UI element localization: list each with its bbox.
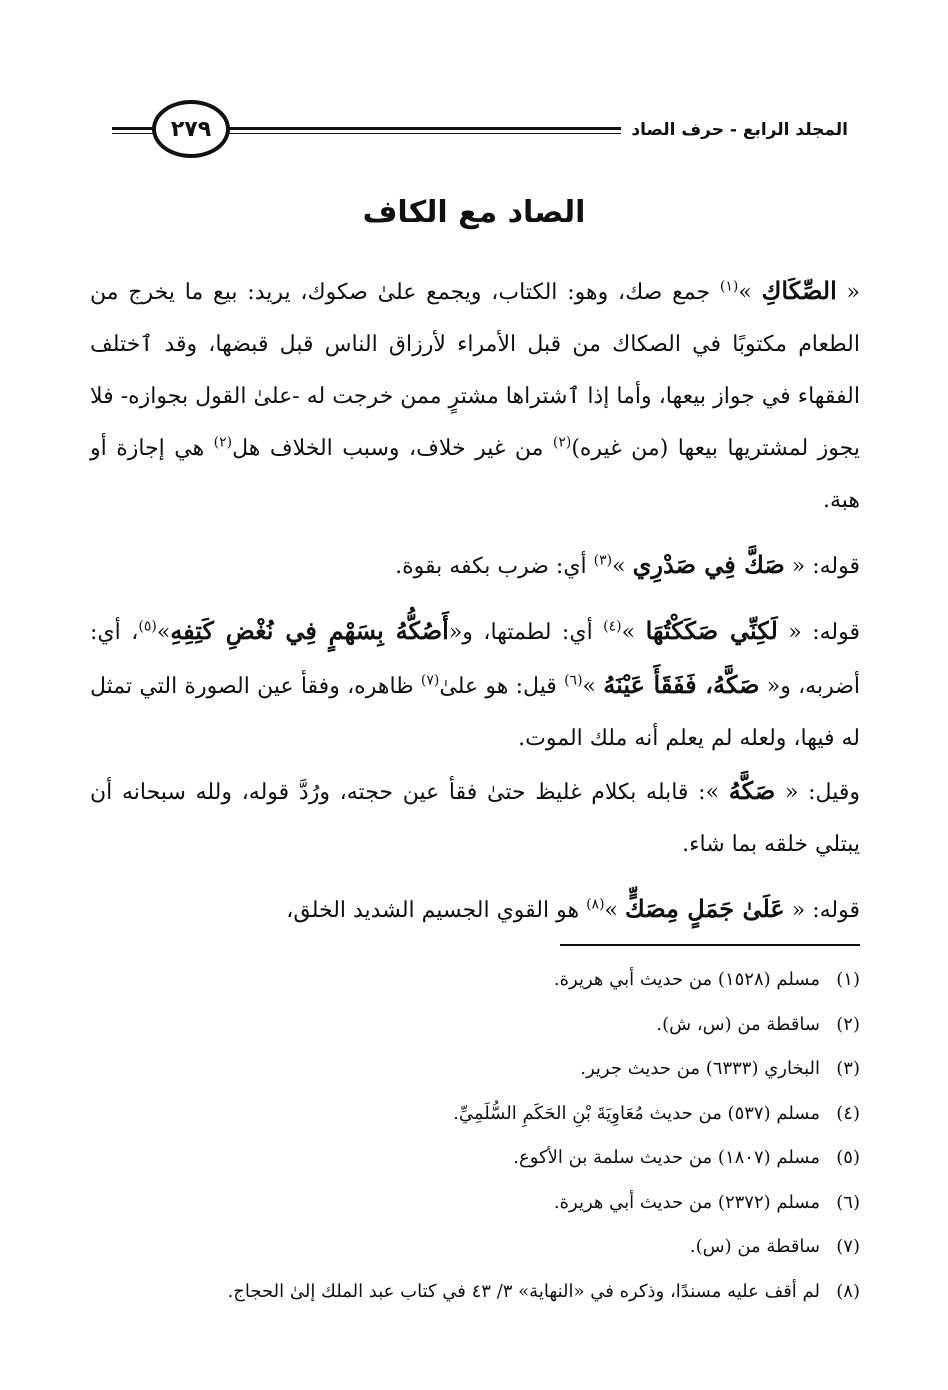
footnote-text: مسلم (١٥٢٨) من حديث أبي هريرة. [553,969,820,990]
footnote-number: (٤) [836,1102,860,1124]
footnote [90,1003,860,1048]
headword: صَكَّهُ [728,776,776,805]
footnote-text: ساقطة من (س). [689,1236,820,1257]
paragraph-3 [90,605,860,871]
footnote-text: مسلم (١٨٠٧) من حديث سلمة بن الأكوع. [513,1147,820,1168]
headword: أَصُكُّهُ بِسَهْمٍ فِي نُغْضِ كَتِفِهِ [170,616,449,645]
paragraph-text: هو القوي الجسيم الشديد الخلق، [286,898,587,923]
quote-close: » [156,620,171,645]
footnote-ref: (٨) [586,896,605,913]
footnotes [90,958,860,1314]
paragraph-text: هي إجازة أو هبة. [90,436,860,513]
footnote-number: (٢) [836,1013,860,1035]
footnote-text: لم أقف عليه مسندًا، وذكره في «النهاية» ٣/ ٤٣ في كتاب عبد الملك إلىٰ الحجاج. [227,1280,820,1302]
page-number: ٢٧٩ [152,100,230,158]
footnote-ref: (٤) [603,618,622,635]
footnote-ref: (٦) [564,672,583,689]
footnote-text: مسلم (٥٣٧) من حديث مُعَاوِيَةَ بْنِ الحَكَمِ السُّلَمِيِّ. [453,1102,820,1124]
paragraph-2 [90,539,860,593]
lead-text: وقيل: « [775,780,860,805]
footnote-text: البخاري (٦٣٣٣) من حديث جرير. [580,1058,820,1079]
quote-close: » [738,280,762,305]
footnote-ref: (٥) [138,618,157,635]
footnote [90,1181,860,1226]
footnote-ref: (١) [719,278,739,295]
paragraph-text: ، أي: أضربه، و« [90,620,861,699]
lead-text: قوله: « [784,554,860,579]
quote-close: » [582,674,604,699]
quote-close: » [705,780,729,805]
footnote-ref: (٢) [552,434,572,451]
paragraph-text: من غير خلاف، وسبب الخلاف هل [232,436,553,461]
headword: صَكَّ فِي صَدْرِي [632,550,785,579]
chapter-title: الصاد مع الكاف [362,195,586,230]
paragraph-text: جمع صك، وهو: الكتاب، ويجمع علىٰ صكوك، يريد: بيع ما يخرج من الطعام مكتوبًا في الصكاك من قبل الأمراء لأرزاق الناس قبل قبضها، وقد ٱختلف الفقهاء في جواز بيعها، وأما إذا ٱشتراها مشترٍ ممن خرجت له -علىٰ القول بجوازه- فلا يجوز لمشتريها بيعها (من غيره) [90,280,860,461]
footnote [90,1092,860,1137]
running-title: المجلد الرابع - حرف الصاد [621,115,848,145]
paragraph-text: : قابله بكلام غليظ حتىٰ فقأ عين حجته، ورُدَّ قوله، ولله سبحانه أن يبتلي خلقه بما شاء. [90,780,860,857]
footnote-ref: (٢) [213,434,233,451]
footnote [90,958,860,1003]
footnote-ref: (٣) [593,552,613,569]
footnote-text: ساقطة من (س، ش). [656,1013,820,1035]
headword: لَكِنِّي صَكَكْتُهَا [645,616,778,645]
paragraph-5 [90,883,860,937]
footnote [90,1136,860,1181]
footnote-ref: (٧) [420,672,440,689]
lead-text: قوله: « [784,898,860,923]
paragraph-text: ظاهره، وفقأ عين الصورة التي تمثل له فيها، ولعله لم يعلم أنه ملك الموت. [90,674,860,751]
paragraph-1 [90,265,860,527]
headword: الصِّكَاكِ [761,276,837,305]
paragraph-text: أي: ضرب بكفه بقوة. [395,554,594,579]
footnote-number: (٦) [836,1191,860,1213]
lead-text: قوله: « [777,620,861,645]
quote-close: » [612,554,633,579]
footnote-number: (٨) [836,1280,860,1302]
quote-close: » [621,620,646,645]
footnote-number: (٣) [836,1058,860,1079]
footnote-text: مسلم (٢٣٧٢) من حديث أبي هريرة. [553,1191,820,1213]
paragraph-text: أي: لطمتها، و« [448,620,604,645]
headword: صَكَّهُ، فَفَقَأَ عَيْنَهُ [603,670,760,699]
quote-close: » [604,898,625,923]
footnote-separator [560,944,860,946]
footnote [90,1270,860,1315]
footnote [90,1047,860,1092]
footnote [90,1225,860,1270]
footnote-number: (١) [836,969,860,990]
headword: عَلَىٰ جَمَلٍ مِصَكٍّ [624,894,785,923]
body-text [90,265,860,949]
paragraph-text: قيل: هو علىٰ [439,674,565,699]
footnote-number: (٧) [836,1236,860,1257]
footnote-number: (٥) [836,1147,860,1168]
page-header [112,100,848,160]
quote-open: « [836,280,861,305]
